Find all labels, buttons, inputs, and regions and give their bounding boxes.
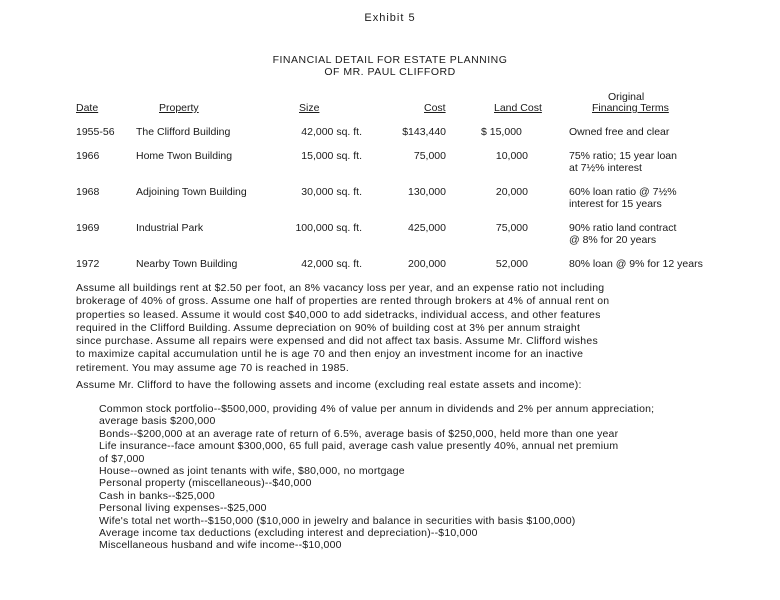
assumptions-paragraph: Assume all buildings rent at $2.50 per foot, an 8% vacancy loss per year, and an expense ratio not including brokerage of 40% of gross. Assume one half of properties are rented through brokers at 4% of annual rent on properties so leased. Assume it would cost $40,000 to add sidetracks, individual access, and other features required in the Clifford Building. Assume depreciation on 90% of building cost at 3% per annum straight since purchase. Assume all repairs were expensed and did not affect tax basis. Assume Mr. Clifford wishes to maximize capital accumulation until he is age 70 and then enjoy an investment income for an inactive retirement. You may assume age 70 is reached in 1985. — [76, 282, 610, 374]
cell-financing: 90% ratio land contract — [569, 222, 677, 234]
cell-land-cost: 52,000 — [495, 258, 528, 270]
exhibit-label: Exhibit 5 — [364, 12, 416, 24]
list-item: Common stock portfolio--$500,000, providing 4% of value per annum in dividends and 2% per annum appreciation; — [99, 403, 655, 415]
cell-date: 1966 — [76, 150, 100, 162]
header-date: Date — [76, 102, 99, 114]
cell-cost: 130,000 — [408, 186, 446, 198]
cell-cost: $143,440 — [402, 126, 446, 138]
cell-size: 42,000 sq. ft. — [301, 126, 362, 138]
cell-date: 1969 — [76, 222, 100, 234]
cell-size: 15,000 sq. ft. — [301, 150, 362, 162]
document-title-line-2: OF MR. PAUL CLIFFORD — [324, 66, 456, 78]
list-item: Miscellaneous husband and wife income--$10,000 — [99, 539, 342, 552]
list-item: average basis $200,000 — [99, 415, 216, 428]
assets-intro-paragraph: Assume Mr. Clifford to have the following assets and income (excluding real estate assets and income): — [76, 379, 582, 391]
cell-land-cost: 75,000 — [495, 222, 528, 234]
list-item: House--owned as joint tenants with wife, $80,000, no mortgage — [99, 464, 405, 477]
cell-financing: 60% loan ratio @ 7½% — [569, 186, 677, 198]
cell-financing: Owned free and clear — [569, 126, 670, 138]
list-item: Life insurance--face amount $300,000, 65 full paid, average cash value presently 40%, annual net premium — [99, 440, 619, 453]
cell-land-cost: 10,000 — [495, 150, 528, 162]
cell-size: 30,000 sq. ft. — [301, 186, 362, 198]
cell-size: 100,000 sq. ft. — [295, 222, 362, 234]
list-item: of $7,000 — [99, 452, 145, 465]
list-item: Personal living expenses--$25,000 — [99, 502, 267, 515]
assets-list — [99, 403, 759, 552]
cell-cost: 200,000 — [408, 258, 446, 270]
cell-date: 1972 — [76, 258, 100, 270]
cell-date: 1968 — [76, 186, 100, 198]
cell-financing-cont: interest for 15 years — [569, 198, 662, 210]
header-financing-line-1: Original — [608, 91, 645, 103]
header-size: Size — [299, 102, 320, 114]
header-land-cost: Land Cost — [494, 102, 542, 114]
header-property: Property — [159, 102, 199, 114]
list-item: Wife's total net worth--$150,000 ($10,000 in jewelry and balance in securities with basis $100,000) — [99, 514, 576, 527]
cell-financing: 80% loan @ 9% for 12 years — [569, 258, 703, 270]
list-item: Personal property (miscellaneous)--$40,000 — [99, 477, 312, 490]
cell-cost: 75,000 — [413, 150, 446, 162]
cell-property: Home Twon Building — [136, 150, 233, 162]
document-title-line-1: FINANCIAL DETAIL FOR ESTATE PLANNING — [272, 54, 508, 66]
cell-land-cost: 20,000 — [495, 186, 528, 198]
cell-financing-cont: @ 8% for 20 years — [569, 234, 657, 246]
list-item: Bonds--$200,000 at an average rate of return of 6.5%, average basis of $250,000, held more than one year — [99, 427, 619, 440]
cell-financing: 75% ratio; 15 year loan — [569, 150, 677, 162]
cell-property: The Clifford Building — [136, 126, 231, 138]
cell-date: 1955-56 — [76, 126, 115, 138]
cell-property: Adjoining Town Building — [136, 186, 247, 198]
header-financing-line-2: Financing Terms — [592, 102, 669, 114]
cell-property: Nearby Town Building — [136, 258, 238, 270]
cell-size: 42,000 sq. ft. — [301, 258, 362, 270]
cell-financing-cont: at 7½% interest — [569, 162, 642, 174]
cell-property: Industrial Park — [136, 222, 204, 234]
header-cost: Cost — [424, 102, 446, 114]
list-item: Cash in banks--$25,000 — [99, 489, 215, 502]
list-item: Average income tax deductions (excluding interest and depreciation)--$10,000 — [99, 526, 478, 539]
cell-land-cost: $ 15,000 — [481, 126, 522, 138]
cell-cost: 425,000 — [408, 222, 446, 234]
